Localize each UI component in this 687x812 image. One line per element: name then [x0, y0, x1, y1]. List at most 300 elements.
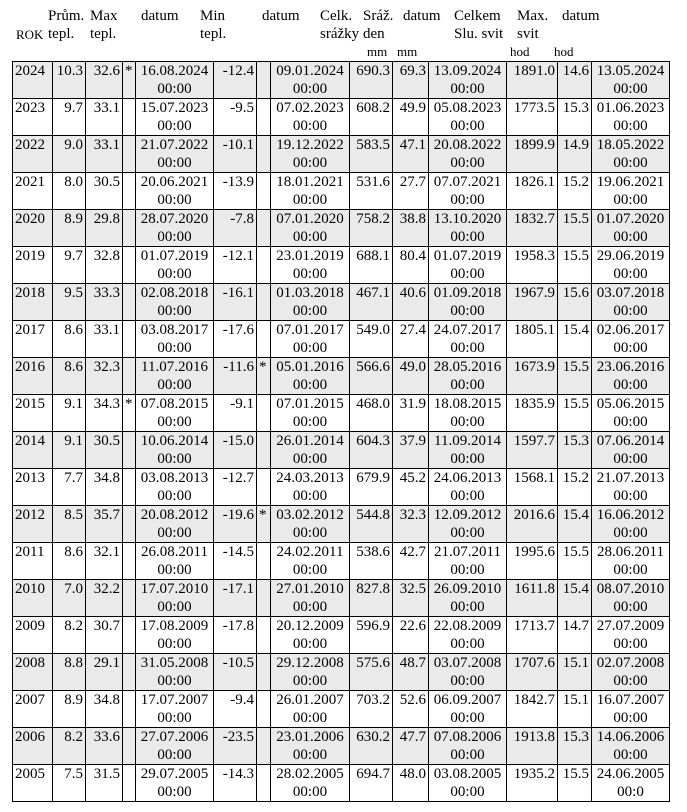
- header-rok: ROK: [16, 27, 44, 42]
- max-temp-cell: 33.1: [86, 136, 123, 173]
- max-date-cell: 01.07.2019 00:00: [136, 247, 214, 284]
- year-cell: 2005: [13, 765, 53, 802]
- header-min-date: datum: [262, 8, 300, 24]
- header-sunshine-date: datum: [562, 8, 600, 24]
- total-rain-cell: 467.1: [350, 284, 393, 321]
- daily-rain-cell: 49.0: [393, 358, 429, 395]
- min-date-cell: 03.02.2012 00:00: [271, 506, 350, 543]
- total-rain-cell: 575.6: [350, 654, 393, 691]
- min-date-cell: 24.03.2013 00:00: [271, 469, 350, 506]
- max-sunshine-cell: 15.5: [558, 210, 592, 247]
- max-date-cell: 10.06.2014 00:00: [136, 432, 214, 469]
- max-date-cell: 16.08.2024 00:00: [136, 62, 214, 99]
- total-rain-cell: 758.2: [350, 210, 393, 247]
- header-daily-rain: Sráž. den: [363, 8, 394, 42]
- total-sunshine-cell: 1568.1: [507, 469, 558, 506]
- min-temp-cell: -7.8: [214, 210, 257, 247]
- unit-mm-day: mm: [397, 44, 418, 59]
- min-date-cell: 27.01.2010 00:00: [271, 580, 350, 617]
- year-cell: 2012: [13, 506, 53, 543]
- avg-temp-cell: 7.5: [53, 765, 86, 802]
- table-row: [13, 136, 670, 173]
- max-sunshine-cell: 15.1: [558, 654, 592, 691]
- min-temp-cell: -9.1: [214, 395, 257, 432]
- avg-temp-cell: 8.2: [53, 728, 86, 765]
- sunshine-date-cell: 19.06.2021 00:00: [592, 173, 670, 210]
- total-sunshine-cell: 1899.9: [507, 136, 558, 173]
- min-temp-cell: -23.5: [214, 728, 257, 765]
- sunshine-date-cell: 24.06.2005 00:0: [592, 765, 670, 802]
- min-date-cell: 07.01.2017 00:00: [271, 321, 350, 358]
- min-temp-cell: -17.8: [214, 617, 257, 654]
- max-temp-cell: 32.1: [86, 543, 123, 580]
- rain-date-cell: 24.07.2017 00:00: [429, 321, 507, 358]
- total-sunshine-cell: 1958.3: [507, 247, 558, 284]
- sunshine-date-cell: 16.06.2012 00:00: [592, 506, 670, 543]
- avg-temp-cell: 8.8: [53, 654, 86, 691]
- rain-date-cell: 20.08.2022 00:00: [429, 136, 507, 173]
- max-sunshine-cell: 15.4: [558, 321, 592, 358]
- min-record-mark: [257, 173, 271, 210]
- sunshine-date-cell: 02.07.2008 00:00: [592, 654, 670, 691]
- avg-temp-cell: 9.7: [53, 247, 86, 284]
- year-cell: 2015: [13, 395, 53, 432]
- rain-date-cell: 12.09.2012 00:00: [429, 506, 507, 543]
- max-record-mark: [123, 358, 136, 395]
- max-temp-cell: 34.3: [86, 395, 123, 432]
- min-temp-cell: -16.1: [214, 284, 257, 321]
- total-sunshine-cell: 1611.8: [507, 580, 558, 617]
- daily-rain-cell: 47.1: [393, 136, 429, 173]
- min-record-mark: [257, 210, 271, 247]
- max-temp-cell: 34.8: [86, 469, 123, 506]
- min-record-mark: [257, 580, 271, 617]
- total-sunshine-cell: 1891.0: [507, 62, 558, 99]
- table-row: [13, 247, 670, 284]
- year-cell: 2016: [13, 358, 53, 395]
- max-temp-cell: 33.3: [86, 284, 123, 321]
- rain-date-cell: 01.07.2019 00:00: [429, 247, 507, 284]
- rain-date-cell: 18.08.2015 00:00: [429, 395, 507, 432]
- min-record-mark: [257, 728, 271, 765]
- min-record-mark: [257, 469, 271, 506]
- max-temp-cell: 30.7: [86, 617, 123, 654]
- total-sunshine-cell: 1842.7: [507, 691, 558, 728]
- max-temp-cell: 30.5: [86, 173, 123, 210]
- table-row: [13, 617, 670, 654]
- max-temp-cell: 34.8: [86, 691, 123, 728]
- rain-date-cell: 11.09.2014 00:00: [429, 432, 507, 469]
- daily-rain-cell: 49.9: [393, 99, 429, 136]
- max-temp-cell: 32.8: [86, 247, 123, 284]
- total-rain-cell: 549.0: [350, 321, 393, 358]
- sunshine-date-cell: 18.05.2022 00:00: [592, 136, 670, 173]
- total-rain-cell: 688.1: [350, 247, 393, 284]
- daily-rain-cell: 32.5: [393, 580, 429, 617]
- max-temp-cell: 32.6: [86, 62, 123, 99]
- table-row: [13, 358, 670, 395]
- min-date-cell: 28.02.2005 00:00: [271, 765, 350, 802]
- max-date-cell: 02.08.2018 00:00: [136, 284, 214, 321]
- daily-rain-cell: 27.7: [393, 173, 429, 210]
- year-cell: 2014: [13, 432, 53, 469]
- total-sunshine-cell: 1597.7: [507, 432, 558, 469]
- min-temp-cell: -9.5: [214, 99, 257, 136]
- sunshine-date-cell: 23.06.2016 00:00: [592, 358, 670, 395]
- total-rain-cell: 608.2: [350, 99, 393, 136]
- total-rain-cell: 566.6: [350, 358, 393, 395]
- max-temp-cell: 29.1: [86, 654, 123, 691]
- table-row: [13, 62, 670, 99]
- avg-temp-cell: 8.6: [53, 358, 86, 395]
- max-temp-cell: 33.6: [86, 728, 123, 765]
- max-sunshine-cell: 15.2: [558, 173, 592, 210]
- max-record-mark: [123, 432, 136, 469]
- table-row: [13, 728, 670, 765]
- max-date-cell: 20.08.2012 00:00: [136, 506, 214, 543]
- min-date-cell: 07.02.2023 00:00: [271, 99, 350, 136]
- max-record-mark: [123, 173, 136, 210]
- unit-hod-total: hod: [510, 44, 530, 59]
- min-date-cell: 20.12.2009 00:00: [271, 617, 350, 654]
- year-cell: 2018: [13, 284, 53, 321]
- table-row: [13, 99, 670, 136]
- max-record-mark: [123, 210, 136, 247]
- min-date-cell: 29.12.2008 00:00: [271, 654, 350, 691]
- avg-temp-cell: 8.0: [53, 173, 86, 210]
- total-sunshine-cell: 1995.6: [507, 543, 558, 580]
- max-temp-cell: 32.2: [86, 580, 123, 617]
- max-record-mark: [123, 765, 136, 802]
- rain-date-cell: 03.07.2008 00:00: [429, 654, 507, 691]
- min-date-cell: 07.01.2015 00:00: [271, 395, 350, 432]
- max-date-cell: 20.06.2021 00:00: [136, 173, 214, 210]
- min-record-mark: *: [257, 358, 271, 395]
- total-sunshine-cell: 1967.9: [507, 284, 558, 321]
- total-rain-cell: 690.3: [350, 62, 393, 99]
- avg-temp-cell: 9.7: [53, 99, 86, 136]
- year-cell: 2013: [13, 469, 53, 506]
- max-record-mark: [123, 99, 136, 136]
- sunshine-date-cell: 14.06.2006 00:00: [592, 728, 670, 765]
- max-temp-cell: 29.8: [86, 210, 123, 247]
- min-date-cell: 24.02.2011 00:00: [271, 543, 350, 580]
- min-record-mark: [257, 62, 271, 99]
- max-record-mark: [123, 284, 136, 321]
- daily-rain-cell: 42.7: [393, 543, 429, 580]
- sunshine-date-cell: 05.06.2015 00:00: [592, 395, 670, 432]
- max-temp-cell: 33.1: [86, 99, 123, 136]
- min-temp-cell: -12.4: [214, 62, 257, 99]
- min-date-cell: 23.01.2006 00:00: [271, 728, 350, 765]
- max-record-mark: [123, 617, 136, 654]
- total-rain-cell: 694.7: [350, 765, 393, 802]
- total-sunshine-cell: 1805.1: [507, 321, 558, 358]
- max-sunshine-cell: 15.4: [558, 506, 592, 543]
- min-record-mark: [257, 617, 271, 654]
- header-total-sunshine: Celkem Slu. svit: [454, 8, 504, 42]
- rain-date-cell: 07.07.2021 00:00: [429, 173, 507, 210]
- max-temp-cell: 35.7: [86, 506, 123, 543]
- max-sunshine-cell: 14.7: [558, 617, 592, 654]
- max-record-mark: [123, 691, 136, 728]
- sunshine-date-cell: 01.06.2023 00:00: [592, 99, 670, 136]
- max-date-cell: 15.07.2023 00:00: [136, 99, 214, 136]
- year-cell: 2007: [13, 691, 53, 728]
- year-cell: 2020: [13, 210, 53, 247]
- sunshine-date-cell: 01.07.2020 00:00: [592, 210, 670, 247]
- max-temp-cell: 33.1: [86, 321, 123, 358]
- min-record-mark: [257, 691, 271, 728]
- total-rain-cell: 544.8: [350, 506, 393, 543]
- sunshine-date-cell: 21.07.2013 00:00: [592, 469, 670, 506]
- daily-rain-cell: 32.3: [393, 506, 429, 543]
- table-row: [13, 654, 670, 691]
- min-temp-cell: -14.5: [214, 543, 257, 580]
- header-max-date: datum: [141, 8, 179, 24]
- table-row: [13, 506, 670, 543]
- daily-rain-cell: 47.7: [393, 728, 429, 765]
- max-date-cell: 29.07.2005 00:00: [136, 765, 214, 802]
- max-sunshine-cell: 15.5: [558, 358, 592, 395]
- year-cell: 2011: [13, 543, 53, 580]
- total-sunshine-cell: 2016.6: [507, 506, 558, 543]
- max-sunshine-cell: 15.5: [558, 543, 592, 580]
- max-sunshine-cell: 15.3: [558, 728, 592, 765]
- max-record-mark: *: [123, 62, 136, 99]
- year-cell: 2006: [13, 728, 53, 765]
- year-cell: 2010: [13, 580, 53, 617]
- max-date-cell: 03.08.2017 00:00: [136, 321, 214, 358]
- total-sunshine-cell: 1835.9: [507, 395, 558, 432]
- max-date-cell: 17.08.2009 00:00: [136, 617, 214, 654]
- avg-temp-cell: 7.0: [53, 580, 86, 617]
- min-temp-cell: -17.1: [214, 580, 257, 617]
- avg-temp-cell: 7.7: [53, 469, 86, 506]
- min-date-cell: 07.01.2020 00:00: [271, 210, 350, 247]
- total-rain-cell: 703.2: [350, 691, 393, 728]
- max-sunshine-cell: 15.6: [558, 284, 592, 321]
- min-temp-cell: -11.6: [214, 358, 257, 395]
- total-sunshine-cell: 1826.1: [507, 173, 558, 210]
- max-sunshine-cell: 15.3: [558, 99, 592, 136]
- header-rain-date: datum: [403, 8, 441, 24]
- rain-date-cell: 07.08.2006 00:00: [429, 728, 507, 765]
- avg-temp-cell: 9.1: [53, 395, 86, 432]
- max-date-cell: 27.07.2006 00:00: [136, 728, 214, 765]
- max-temp-cell: 30.5: [86, 432, 123, 469]
- min-date-cell: 18.01.2021 00:00: [271, 173, 350, 210]
- max-date-cell: 17.07.2010 00:00: [136, 580, 214, 617]
- sunshine-date-cell: 03.07.2018 00:00: [592, 284, 670, 321]
- daily-rain-cell: 40.6: [393, 284, 429, 321]
- sunshine-date-cell: 27.07.2009 00:00: [592, 617, 670, 654]
- min-temp-cell: -12.7: [214, 469, 257, 506]
- min-record-mark: [257, 395, 271, 432]
- rain-date-cell: 05.08.2023 00:00: [429, 99, 507, 136]
- total-rain-cell: 596.9: [350, 617, 393, 654]
- max-sunshine-cell: 15.5: [558, 765, 592, 802]
- year-cell: 2023: [13, 99, 53, 136]
- avg-temp-cell: 8.2: [53, 617, 86, 654]
- max-sunshine-cell: 15.4: [558, 580, 592, 617]
- total-sunshine-cell: 1832.7: [507, 210, 558, 247]
- total-rain-cell: 630.2: [350, 728, 393, 765]
- max-record-mark: [123, 321, 136, 358]
- year-cell: 2019: [13, 247, 53, 284]
- min-temp-cell: -17.6: [214, 321, 257, 358]
- min-date-cell: 26.01.2014 00:00: [271, 432, 350, 469]
- avg-temp-cell: 9.0: [53, 136, 86, 173]
- rain-date-cell: 28.05.2016 00:00: [429, 358, 507, 395]
- max-date-cell: 07.08.2015 00:00: [136, 395, 214, 432]
- min-record-mark: [257, 284, 271, 321]
- min-date-cell: 26.01.2007 00:00: [271, 691, 350, 728]
- rain-date-cell: 13.09.2024 00:00: [429, 62, 507, 99]
- header-total-rain: Celk. srážky: [320, 8, 360, 42]
- min-date-cell: 19.12.2022 00:00: [271, 136, 350, 173]
- max-temp-cell: 31.5: [86, 765, 123, 802]
- total-sunshine-cell: 1935.2: [507, 765, 558, 802]
- total-sunshine-cell: 1673.9: [507, 358, 558, 395]
- daily-rain-cell: 37.9: [393, 432, 429, 469]
- daily-rain-cell: 31.9: [393, 395, 429, 432]
- sunshine-date-cell: 08.07.2010 00:00: [592, 580, 670, 617]
- rain-date-cell: 13.10.2020 00:00: [429, 210, 507, 247]
- header-avg-temp: Prům. tepl.: [48, 8, 85, 42]
- year-cell: 2021: [13, 173, 53, 210]
- header-max-temp: Max tepl.: [90, 8, 118, 42]
- avg-temp-cell: 9.5: [53, 284, 86, 321]
- total-rain-cell: 531.6: [350, 173, 393, 210]
- year-cell: 2008: [13, 654, 53, 691]
- sunshine-date-cell: 07.06.2014 00:00: [592, 432, 670, 469]
- table-row: [13, 543, 670, 580]
- avg-temp-cell: 8.6: [53, 321, 86, 358]
- min-temp-cell: -10.1: [214, 136, 257, 173]
- daily-rain-cell: 52.6: [393, 691, 429, 728]
- max-date-cell: 11.07.2016 00:00: [136, 358, 214, 395]
- daily-rain-cell: 69.3: [393, 62, 429, 99]
- max-temp-cell: 32.3: [86, 358, 123, 395]
- min-date-cell: 09.01.2024 00:00: [271, 62, 350, 99]
- min-temp-cell: -13.9: [214, 173, 257, 210]
- max-sunshine-cell: 15.1: [558, 691, 592, 728]
- table-row: [13, 321, 670, 358]
- max-sunshine-cell: 15.5: [558, 395, 592, 432]
- rain-date-cell: 06.09.2007 00:00: [429, 691, 507, 728]
- min-temp-cell: -12.1: [214, 247, 257, 284]
- sunshine-date-cell: 13.05.2024 00:00: [592, 62, 670, 99]
- daily-rain-cell: 48.0: [393, 765, 429, 802]
- total-sunshine-cell: 1713.7: [507, 617, 558, 654]
- max-sunshine-cell: 15.2: [558, 469, 592, 506]
- max-record-mark: [123, 136, 136, 173]
- header-max-sunshine: Max. svit: [517, 8, 549, 42]
- total-sunshine-cell: 1707.6: [507, 654, 558, 691]
- sunshine-date-cell: 02.06.2017 00:00: [592, 321, 670, 358]
- rain-date-cell: 22.08.2009 00:00: [429, 617, 507, 654]
- sunshine-date-cell: 29.06.2019 00:00: [592, 247, 670, 284]
- max-record-mark: [123, 469, 136, 506]
- sunshine-date-cell: 28.06.2011 00:00: [592, 543, 670, 580]
- climate-table: [12, 61, 670, 802]
- min-record-mark: [257, 543, 271, 580]
- table-row: [13, 580, 670, 617]
- min-record-mark: *: [257, 506, 271, 543]
- max-sunshine-cell: 15.5: [558, 247, 592, 284]
- max-record-mark: [123, 728, 136, 765]
- max-date-cell: 03.08.2013 00:00: [136, 469, 214, 506]
- total-rain-cell: 604.3: [350, 432, 393, 469]
- unit-mm-total: mm: [367, 44, 388, 59]
- max-date-cell: 28.07.2020 00:00: [136, 210, 214, 247]
- avg-temp-cell: 8.6: [53, 543, 86, 580]
- table-row: [13, 210, 670, 247]
- max-sunshine-cell: 14.9: [558, 136, 592, 173]
- min-temp-cell: -9.4: [214, 691, 257, 728]
- min-temp-cell: -15.0: [214, 432, 257, 469]
- max-sunshine-cell: 14.6: [558, 62, 592, 99]
- unit-hod-max: hod: [554, 44, 574, 59]
- year-cell: 2024: [13, 62, 53, 99]
- total-sunshine-cell: 1773.5: [507, 99, 558, 136]
- total-sunshine-cell: 1913.8: [507, 728, 558, 765]
- avg-temp-cell: 8.5: [53, 506, 86, 543]
- max-record-mark: [123, 247, 136, 284]
- year-cell: 2017: [13, 321, 53, 358]
- min-record-mark: [257, 99, 271, 136]
- avg-temp-cell: 8.9: [53, 691, 86, 728]
- daily-rain-cell: 22.6: [393, 617, 429, 654]
- table-row: [13, 765, 670, 802]
- min-date-cell: 05.01.2016 00:00: [271, 358, 350, 395]
- sunshine-date-cell: 16.07.2007 00:00: [592, 691, 670, 728]
- table-row: [13, 173, 670, 210]
- min-record-mark: [257, 765, 271, 802]
- max-record-mark: [123, 506, 136, 543]
- total-rain-cell: 827.8: [350, 580, 393, 617]
- table-row: [13, 432, 670, 469]
- rain-date-cell: 03.08.2005 00:00: [429, 765, 507, 802]
- avg-temp-cell: 10.3: [53, 62, 86, 99]
- avg-temp-cell: 9.1: [53, 432, 86, 469]
- table-row: [13, 284, 670, 321]
- min-date-cell: 23.01.2019 00:00: [271, 247, 350, 284]
- rain-date-cell: 21.07.2011 00:00: [429, 543, 507, 580]
- daily-rain-cell: 80.4: [393, 247, 429, 284]
- daily-rain-cell: 48.7: [393, 654, 429, 691]
- min-record-mark: [257, 136, 271, 173]
- daily-rain-cell: 27.4: [393, 321, 429, 358]
- avg-temp-cell: 8.9: [53, 210, 86, 247]
- daily-rain-cell: 38.8: [393, 210, 429, 247]
- min-record-mark: [257, 247, 271, 284]
- max-record-mark: [123, 654, 136, 691]
- table-row: [13, 395, 670, 432]
- max-date-cell: 21.07.2022 00:00: [136, 136, 214, 173]
- rain-date-cell: 24.06.2013 00:00: [429, 469, 507, 506]
- max-record-mark: [123, 580, 136, 617]
- table-row: [13, 469, 670, 506]
- min-temp-cell: -19.6: [214, 506, 257, 543]
- max-date-cell: 31.05.2008 00:00: [136, 654, 214, 691]
- rain-date-cell: 01.09.2018 00:00: [429, 284, 507, 321]
- total-rain-cell: 583.5: [350, 136, 393, 173]
- header-min-temp: Min tepl.: [200, 8, 227, 42]
- min-record-mark: [257, 432, 271, 469]
- daily-rain-cell: 45.2: [393, 469, 429, 506]
